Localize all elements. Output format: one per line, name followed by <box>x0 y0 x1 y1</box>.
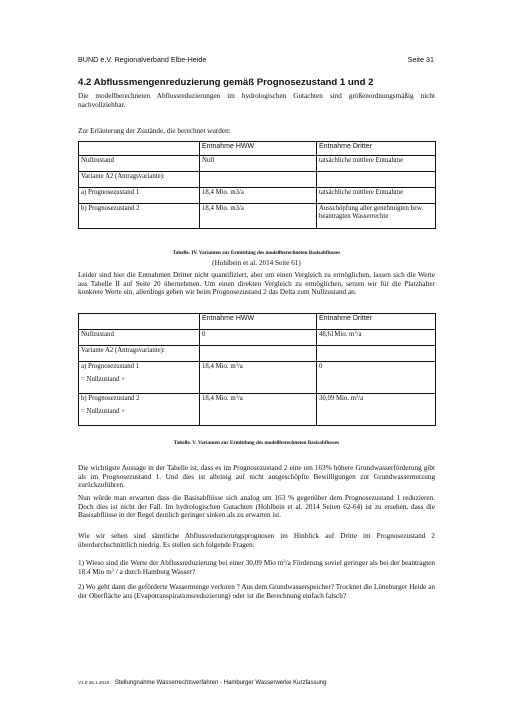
table-row <box>79 156 436 172</box>
table-cell: Null <box>200 156 317 172</box>
table-cell <box>317 394 436 426</box>
table-variants-1 <box>78 141 436 229</box>
question-1-part-c: / a durch Hamburg Wasser? <box>114 567 196 576</box>
table-cell: Nullzustand <box>79 156 200 172</box>
row-sublabel: = Nullzustand + <box>81 376 125 383</box>
table-cell: Variante A2 (Antragsvariante): <box>79 172 200 188</box>
table-header-row <box>79 142 436 156</box>
table-cell <box>79 394 200 426</box>
table-cell <box>200 172 317 188</box>
table-cell <box>200 362 317 394</box>
cell-unit: /a <box>356 331 362 338</box>
table-cell: 18,4 Mio. m3/a <box>200 204 317 229</box>
superscript: 3 <box>235 393 238 399</box>
footer-version: V1.0 26.1.2016 <box>78 680 110 685</box>
question-2 <box>78 583 435 600</box>
table-source-1: (Hohlbein et al. 2014 Seite 61) <box>212 259 301 267</box>
table-intro-text: Zur Erläuterung der Zustände, die berechnet wurden: <box>78 127 231 135</box>
superscript: 3 <box>235 361 238 367</box>
paragraph-4 <box>78 494 435 520</box>
table-intro <box>78 127 435 136</box>
table-cell <box>79 362 200 394</box>
row-label: b) Prognosezustand 2 <box>81 395 140 402</box>
superscript: 3 <box>354 329 357 335</box>
footer-title: Stellungnahme Wasserrechtsverfahren - Hamburger Wasserwerke Kurzfassung <box>114 680 327 686</box>
intro-text: Die modellberechneten Abflussreduzierungen im hydrologischen Gutachten sind größenordnungsmäßig nicht nachvollziehbar. <box>78 92 435 109</box>
cell-unit: /a <box>237 363 243 370</box>
paragraph-4-text: Nun würde man erwarten dass die Basisabflüsse sich analog um 163 % gegenüber dem Prognosezustand 1 reduzieren. Doch dies ist nicht der Fall. Im hydrologischen Gutachten (Hohlbein et al. 2014 Seiten 62-64) ist zu ersehen, dass die Basisabflüsse in der Regel deutlich geringer sinken als zu erwarten ist. <box>78 494 435 520</box>
intro-paragraph <box>78 92 435 109</box>
table-cell: 0 <box>317 362 436 394</box>
table-cell: a) Prognosezustand 1 <box>79 188 200 204</box>
table-row <box>79 346 436 362</box>
cell-value: 18,4 Mio. m <box>202 395 236 402</box>
table-header-cell: Entnahme HWW <box>200 314 317 330</box>
cell-value: 18,4 Mio. m <box>202 363 236 370</box>
table-cell <box>200 346 317 362</box>
cell-unit: /a <box>358 395 364 402</box>
question-1-part-b: /a Förderung soviel geringer als bei der beantragten 18,4 Mio m <box>78 559 435 576</box>
paragraph-2 <box>78 271 435 297</box>
paragraph-5-text: Wie wir sehen sind sämtliche Abflussreduzierungsprognosen im Hinblick auf Dritte im Prognosezustand 2 überdurchschnittlich niedrig. Es stellen sich folgende Fragen: <box>78 532 435 549</box>
cell-value: 30,09 Mio. m <box>319 395 357 402</box>
table-cell: 18,4 Mio. m3/a <box>200 188 317 204</box>
table-caption-2: Tabelle. V. Varianten zur Ermittlung des modellberechneten Basisabflusses <box>173 440 340 446</box>
table-header-row <box>79 314 436 330</box>
cell-unit: /a <box>237 395 243 402</box>
superscript: 3 <box>111 567 114 573</box>
table-row <box>79 204 436 229</box>
table-header-cell: Entnahme Dritter <box>317 142 436 156</box>
question-1-part-a: 1) Wieso sind die Werte der Abflussreduzierung bei einer 30,09 Mio m <box>78 559 284 567</box>
header-page-number: Seite 31 <box>407 55 434 64</box>
superscript: 3 <box>283 558 286 564</box>
paragraph-2-text: Leider sind hier die Entnahmen Dritter nicht quantifiziert, aber um einen Vergleich zu ermöglichen, lassen sich die Werte aus Tabelle II auf Seite 20 übernehmen. Um einen direkten Vergleich zu ermöglichen, setzen wir für die Platzhalter konkrete Werte ein, allerdings geben wir beim Prognosezustand 2 das Delta zum Nullzustand an. <box>78 271 435 297</box>
table-header-cell: Entnahme HWW <box>200 142 317 156</box>
table-row <box>79 330 436 346</box>
footer <box>78 680 326 686</box>
paragraph-3 <box>78 464 435 490</box>
table-row <box>79 188 436 204</box>
section-title: 4.2 Abflussmengenreduzierung gemäß Prognosezustand 1 und 2 <box>78 77 374 88</box>
question-1 <box>78 559 435 576</box>
table-row <box>79 172 436 188</box>
table-cell <box>317 172 436 188</box>
table-cell: tatsächliche mittlere Entnahme <box>317 188 436 204</box>
question-1-text <box>78 559 435 576</box>
table-variants-2 <box>78 313 436 426</box>
paragraph-5 <box>78 532 435 549</box>
table-header-cell <box>79 142 200 156</box>
table-cell: 0 <box>200 330 317 346</box>
table-cell <box>317 346 436 362</box>
table-row <box>79 362 436 394</box>
table-header-cell: Entnahme Dritter <box>317 314 436 330</box>
table-cell: Variante A2 (Antragsvariante): <box>79 346 200 362</box>
table-caption-1: Tabelle. IV. Varianten zur Ermittlung des modellberechneten Basisabflusses <box>172 250 341 256</box>
row-sublabel: = Nullzustand + <box>81 408 125 415</box>
table-header-cell <box>79 314 200 330</box>
table-cell <box>200 394 317 426</box>
table-cell <box>317 330 436 346</box>
table-cell: Nullzustand <box>79 330 200 346</box>
table-cell: b) Prognosezustand 2 <box>79 204 200 229</box>
cell-value: 48,61Mio. m <box>319 331 355 338</box>
paragraph-3-text: Die wichtigste Aussage in der Tabelle ist, dass es im Prognosezustand 2 eine um 163% höhere Grundwasserförderung gibt als im Prognosezustand 1. Und dies ist alleinig auf nicht ausgeschöpfte Bewilligungen zur Grundwassernutzung zurückzuführen. <box>78 464 435 490</box>
table-cell: Ausschöpfung aller genehmigten bzw. beantragten Wasserrechte <box>317 204 436 229</box>
table-row <box>79 394 436 426</box>
question-2-text: 2) Wo geht dann die geförderte Wassermenge verloren ? Aus dem Grundwasserspeicher? Trocknet die Lüneburger Heide an der Oberfläche aus (Evapotranspirationsreduzierung) oder ist die Berechnung einfach falsch? <box>78 583 435 600</box>
row-label: a) Prognosezustand 1 <box>81 363 140 370</box>
table-cell: tatsächliche mittlere Entnahme <box>317 156 436 172</box>
header-organization: BUND e.V. Regionalverband Elbe-Heide <box>78 55 207 64</box>
superscript: 3 <box>356 393 359 399</box>
